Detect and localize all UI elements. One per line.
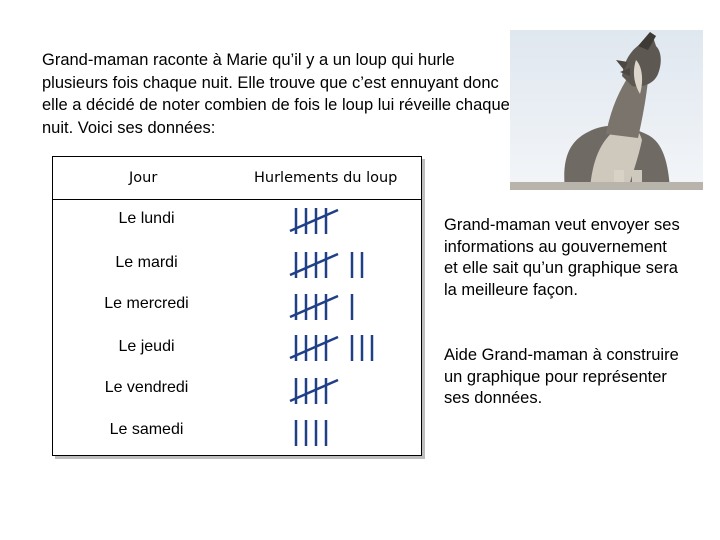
day-label: Le samedi [109, 421, 184, 438]
intro-paragraph: Grand-maman raconte à Marie qu’il y a un loup qui hurle plusieurs fois chaque nuit. Elle trouve que c’est ennuyant donc elle a décidé de noter combien de fois le loup lui réveille chaque nuit. Voici ses données: [42, 51, 510, 137]
instruction-text-2: Aide Grand-maman à construire un graphique pour représenter ses données. [444, 346, 679, 407]
tally-marks [282, 200, 412, 450]
tally-row [290, 294, 352, 320]
instruction-text-1: Grand-maman veut envoyer ses informations au gouvernement et elle sait qu’un graphique sera la meilleure façon. [444, 216, 680, 299]
tally-row [290, 208, 338, 234]
tally-row [290, 335, 372, 361]
tally-row [290, 252, 362, 278]
day-label: Le jeudi [118, 338, 175, 355]
header-howls: Hurlements du loup [254, 170, 398, 186]
tally-row [290, 378, 338, 404]
day-label: Le mardi [115, 254, 178, 271]
day-label: Le mercredi [104, 295, 189, 312]
tally-row [296, 420, 326, 446]
day-label: Le vendredi [104, 379, 189, 396]
howling-wolf-image [510, 30, 703, 190]
header-day: Jour [129, 170, 158, 186]
day-label: Le lundi [118, 210, 175, 227]
